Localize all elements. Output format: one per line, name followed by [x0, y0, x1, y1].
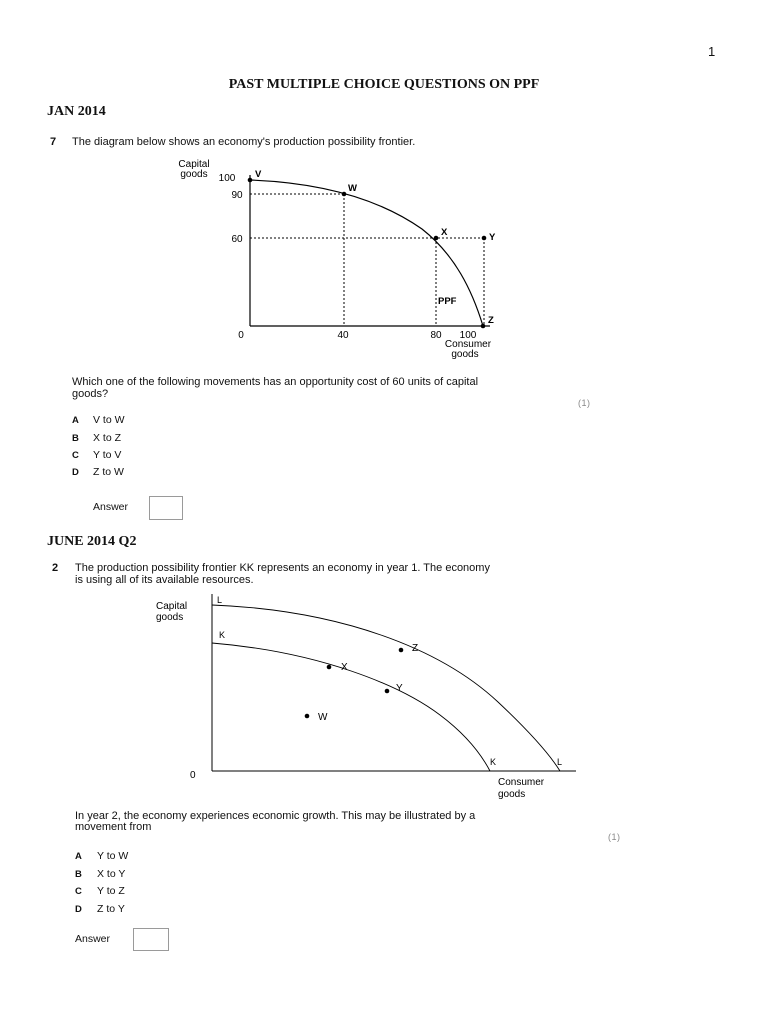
option-letter: C [75, 886, 82, 897]
curve-label-k-top: K [219, 630, 226, 640]
option-text: X to Z [93, 432, 122, 444]
y-tick-label: 90 [231, 190, 243, 201]
y-axis-label: Capital [178, 159, 210, 170]
option-letter: D [75, 904, 82, 915]
option-text: Z to W [93, 466, 124, 478]
question-number: 7 [50, 136, 57, 148]
document-title: PAST MULTIPLE CHOICE QUESTIONS ON PPF [228, 77, 540, 92]
answer-box[interactable] [149, 496, 183, 520]
point-label-x: X [441, 227, 448, 238]
origin-label: 0 [190, 770, 196, 781]
question-intro: The production possibility frontier KK represents an economy in year 1. The economy [75, 562, 490, 574]
option-letter: B [72, 433, 79, 444]
curve-label: PPF [438, 296, 457, 307]
growth-diagram [150, 590, 590, 800]
point-y [482, 236, 487, 241]
y-tick-label: 100 [218, 173, 236, 184]
x-tick-label: 80 [430, 330, 442, 341]
option-text: V to W [93, 414, 125, 426]
answer-box[interactable] [133, 928, 169, 951]
answer-label: Answer [75, 933, 111, 945]
question-text: In year 2, the economy experiences economic growth. This may be illustrated by a [75, 810, 476, 822]
marks-indicator: (1) [608, 832, 621, 842]
ppf-diagram [160, 155, 540, 360]
option-text: Y to Z [97, 885, 125, 897]
option-text: Y to W [97, 850, 129, 862]
curve-label-l-top: L [217, 595, 223, 605]
point-label-v: V [255, 169, 262, 180]
option-letter: A [75, 851, 82, 862]
y-axis-label: goods [180, 169, 208, 180]
y-axis-label: Capital [156, 601, 188, 612]
section-heading-jan-2014: JAN 2014 [47, 104, 106, 119]
option-letter: C [72, 450, 79, 461]
point-v [248, 178, 253, 183]
point-label-z: Z [488, 315, 494, 326]
curve-ll [212, 605, 563, 771]
option-letter: D [72, 467, 79, 478]
x-tick-label: 0 [238, 330, 244, 341]
answer-label: Answer [93, 501, 129, 513]
section-heading-june-2014-q2: JUNE 2014 Q2 [47, 534, 137, 549]
y-tick-label: 60 [231, 234, 243, 245]
point-label-w: W [318, 712, 328, 723]
question-text: Which one of the following movements has an opportunity cost of 60 units of capital [72, 376, 479, 388]
x-tick-label: 40 [337, 330, 349, 341]
curve-label-k-bottom: K [490, 757, 497, 767]
point-x [327, 665, 332, 670]
curve-kk [212, 643, 490, 771]
curve-label-l-bottom: L [557, 757, 563, 767]
page-number: 1 [708, 44, 716, 59]
option-letter: B [75, 869, 82, 880]
point-w [305, 714, 310, 719]
point-x [434, 236, 439, 241]
point-label-y: Y [489, 232, 496, 243]
question-text: movement from [75, 821, 152, 833]
option-text: X to Y [97, 868, 126, 880]
point-label-z: Z [412, 643, 419, 654]
point-w [342, 192, 347, 197]
question-text: goods? [72, 388, 109, 400]
point-y [385, 689, 390, 694]
question-number: 2 [52, 562, 59, 574]
option-text: Z to Y [97, 903, 125, 915]
point-z [481, 324, 486, 329]
question-intro: The diagram below shows an economy's production possibility frontier. [72, 136, 416, 148]
y-axis-label: goods [156, 612, 184, 623]
x-axis-label: goods [451, 349, 479, 360]
x-axis-label: Consumer [498, 777, 545, 788]
point-label-x: X [341, 662, 348, 673]
point-label-w: W [348, 183, 357, 194]
option-letter: A [72, 415, 79, 426]
point-z [399, 648, 404, 653]
point-label-y: Y [396, 683, 403, 694]
question-intro: is using all of its available resources. [75, 574, 254, 586]
option-text: Y to V [93, 449, 122, 461]
x-axis-label: Consumer [444, 339, 492, 350]
x-axis-label: goods [498, 789, 526, 800]
x-tick-label: 100 [459, 330, 477, 341]
marks-indicator: (1) [578, 398, 591, 408]
